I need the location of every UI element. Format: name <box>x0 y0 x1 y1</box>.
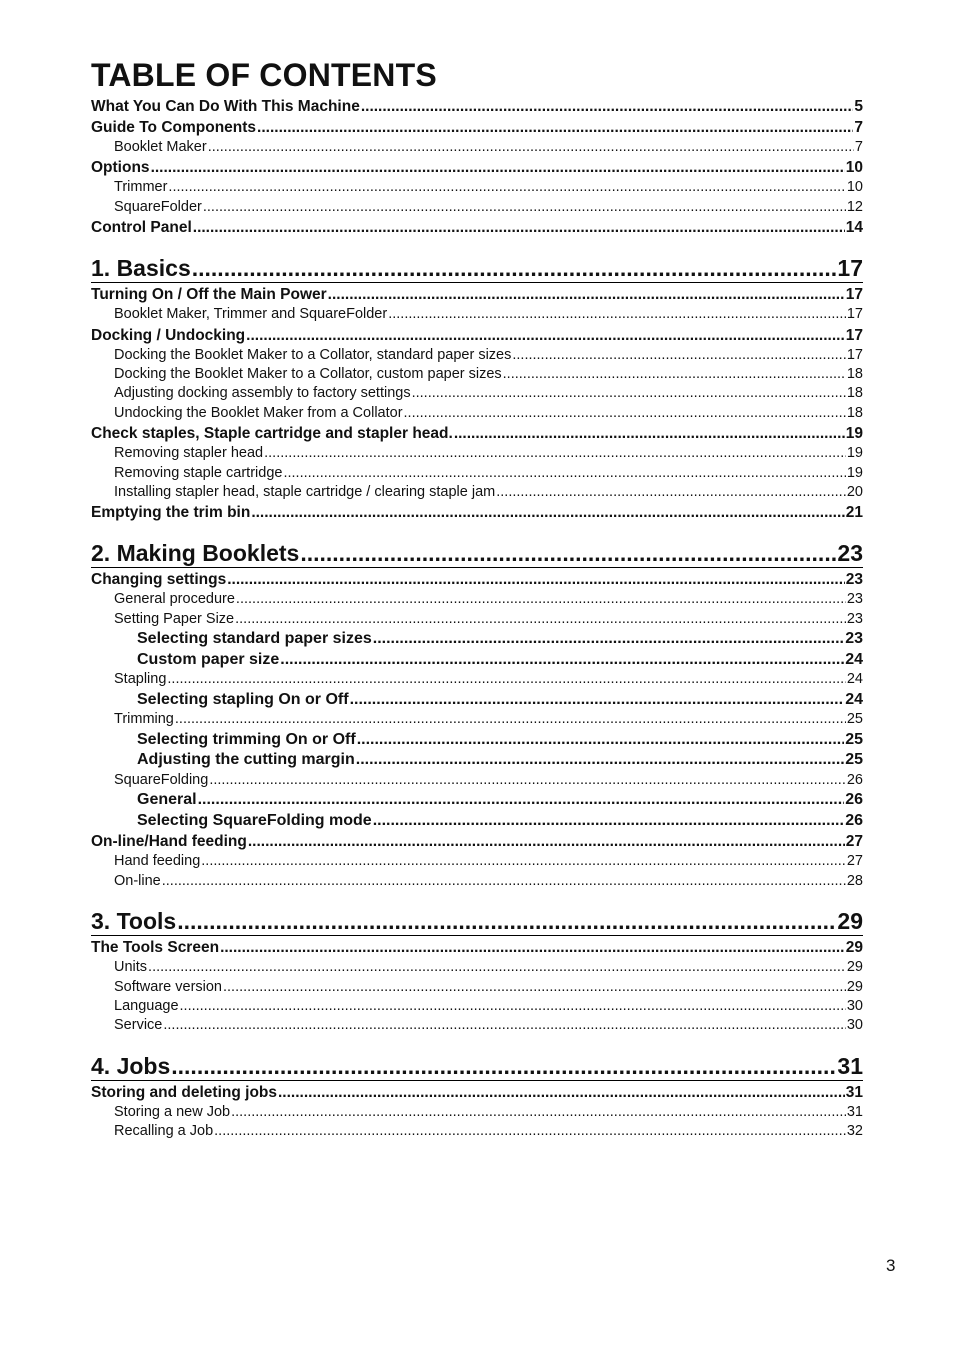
toc-entry[interactable] <box>91 650 863 671</box>
toc-entry-page: 23 <box>846 610 863 627</box>
toc-entry-label: What You Can Do With This Machine <box>91 98 360 115</box>
dot-leader <box>201 852 846 871</box>
toc-entry-page: 23 <box>845 630 863 648</box>
toc-entry-label: Trimming <box>114 711 174 728</box>
toc-entry-page: 25 <box>845 751 863 769</box>
dot-leader <box>373 811 845 832</box>
dot-leader <box>231 1103 846 1122</box>
dot-leader <box>356 750 844 771</box>
dot-leader <box>283 464 845 483</box>
toc-entry[interactable] <box>91 424 863 444</box>
toc-entry-page: 10 <box>845 159 863 177</box>
toc-entry-label: Installing stapler head, staple cartridge / clearing staple jam <box>114 483 496 500</box>
toc-entry[interactable] <box>91 710 863 729</box>
toc-entry[interactable] <box>91 938 863 958</box>
toc-entry-label: Hand feeding <box>114 853 201 870</box>
toc-entry-page: 29 <box>846 959 863 976</box>
toc-entry-page: 14 <box>845 219 863 237</box>
toc-entry-label: Units <box>114 959 148 976</box>
toc-entry-page: 18 <box>846 365 863 382</box>
toc-entry-page: 26 <box>846 771 863 788</box>
toc-entry-page: 29 <box>837 908 863 935</box>
toc-entry[interactable] <box>91 811 863 832</box>
toc-chapter-entry[interactable] <box>91 539 863 568</box>
toc-entry-label: The Tools Screen <box>91 939 220 957</box>
toc-entry-page: 7 <box>854 119 863 136</box>
toc-entry-label: Selecting SquareFolding mode <box>137 811 372 829</box>
dot-leader <box>209 771 846 790</box>
toc-entry-page: 21 <box>845 504 863 522</box>
toc-entry-page: 27 <box>845 833 863 851</box>
toc-entry-label: Storing and deleting jobs <box>91 1083 277 1101</box>
toc-entry[interactable] <box>91 444 863 463</box>
toc-entry[interactable] <box>91 178 863 197</box>
dot-leader <box>357 730 845 751</box>
toc-chapter-entry[interactable] <box>91 1052 863 1081</box>
toc-entry-label: Docking the Booklet Maker to a Collator, standard paper sizes <box>114 346 512 363</box>
toc-entry-label: General <box>137 791 197 809</box>
dot-leader <box>220 938 845 958</box>
toc-entry-label: Docking / Undocking <box>91 326 246 344</box>
toc-entry-page: 18 <box>846 385 863 402</box>
toc-entry-page: 30 <box>846 997 863 1014</box>
toc-entry[interactable] <box>91 326 863 346</box>
toc-entry-page: 31 <box>846 1103 863 1120</box>
dot-leader <box>246 326 845 346</box>
toc-entry[interactable] <box>91 852 863 871</box>
toc-entry[interactable] <box>91 218 863 238</box>
toc-entry-page: 31 <box>845 1083 863 1101</box>
toc-entry[interactable] <box>91 1083 863 1103</box>
toc-entry[interactable] <box>91 1122 863 1141</box>
dot-leader <box>167 670 845 689</box>
toc-entry-label: Control Panel <box>91 219 192 237</box>
toc-chapter-entry[interactable] <box>91 254 863 283</box>
toc-entry-page: 25 <box>845 730 863 748</box>
toc-entry-label: 3. Tools <box>91 908 177 935</box>
toc-entry-label: Custom paper size <box>137 650 280 668</box>
toc-entry[interactable] <box>91 958 863 977</box>
toc-entry[interactable] <box>91 872 863 891</box>
dot-leader <box>193 218 845 238</box>
dot-leader <box>278 1083 845 1103</box>
toc-entry-label: Check staples, Staple cartridge and stapler head. <box>91 425 453 443</box>
dot-leader <box>235 610 846 629</box>
dot-leader <box>503 365 846 384</box>
toc-entry-label: On-line <box>114 872 161 889</box>
toc-entry-page: 17 <box>846 306 863 323</box>
dot-leader <box>227 570 845 590</box>
toc-entry-label: Removing staple cartridge <box>114 464 283 481</box>
toc-entry[interactable] <box>91 365 863 384</box>
toc-entry-label: Adjusting the cutting margin <box>137 751 355 769</box>
toc-entry-page: 19 <box>846 445 863 462</box>
toc-entry-page: 29 <box>846 978 863 995</box>
toc-entry-page: 23 <box>846 591 863 608</box>
toc-entry-page: 24 <box>846 671 863 688</box>
dot-leader <box>180 997 846 1016</box>
dot-leader <box>162 872 846 891</box>
dot-leader <box>264 444 846 463</box>
dot-leader <box>236 590 846 609</box>
toc-entry-page: 28 <box>846 872 863 889</box>
toc-entry-page: 17 <box>845 286 863 304</box>
toc-entry-page: 10 <box>846 179 863 196</box>
toc-entry-label: Changing settings <box>91 571 227 589</box>
dot-leader <box>361 97 854 117</box>
toc-entry[interactable] <box>91 670 863 689</box>
dot-leader <box>257 118 853 138</box>
toc-entry[interactable] <box>91 690 863 711</box>
toc-entry[interactable] <box>91 97 863 117</box>
toc-entry[interactable] <box>91 118 863 138</box>
toc-entry-label: Turning On / Off the Main Power <box>91 286 327 304</box>
dot-leader <box>198 790 845 811</box>
toc-entry-page: 23 <box>845 571 863 589</box>
toc-entry-label: Software version <box>114 978 222 995</box>
toc-entry-page: 17 <box>837 255 863 282</box>
toc-entry-label: SquareFolder <box>114 198 202 215</box>
toc-entry-page: 17 <box>845 326 863 344</box>
toc-entry-page: 32 <box>846 1123 863 1140</box>
dot-leader <box>512 346 846 365</box>
toc-entry-label: 2. Making Booklets <box>91 540 300 567</box>
toc-entry-page: 25 <box>846 711 863 728</box>
toc-entry-label: Service <box>114 1017 163 1034</box>
toc-entry[interactable] <box>91 629 863 650</box>
toc-entry[interactable] <box>91 1103 863 1122</box>
toc-entry[interactable] <box>91 464 863 483</box>
toc-entry[interactable] <box>91 384 863 403</box>
toc-entry-label: Booklet Maker <box>114 139 207 155</box>
page-number: 3 <box>886 1256 896 1275</box>
dot-leader <box>192 254 837 282</box>
toc-entry-label: On-line/Hand feeding <box>91 833 247 851</box>
toc-entry-label: Docking the Booklet Maker to a Collator, custom paper sizes <box>114 365 502 382</box>
dot-leader <box>300 539 836 567</box>
toc-entry-label: SquareFolding <box>114 771 209 788</box>
dot-leader <box>203 198 846 217</box>
page-title: TABLE OF CONTENTS <box>91 57 437 93</box>
toc-entry-label: Emptying the trim bin <box>91 504 251 522</box>
dot-leader <box>388 305 846 324</box>
toc-entry[interactable] <box>91 750 863 771</box>
toc-entry-page: 26 <box>845 811 863 829</box>
toc-entry-label: Selecting stapling On or Off <box>137 690 349 708</box>
toc-entry-page: 12 <box>846 198 863 215</box>
toc-entry-page: 17 <box>846 346 863 363</box>
toc-entry-label: Selecting standard paper sizes <box>137 630 372 648</box>
toc-entry-page: 5 <box>854 98 863 115</box>
dot-leader <box>412 384 846 403</box>
toc-entry[interactable] <box>91 503 863 523</box>
toc-entry-label: Options <box>91 159 150 177</box>
toc-entry-label: Booklet Maker, Trimmer and SquareFolder <box>114 306 388 323</box>
dot-leader <box>454 424 845 444</box>
toc-entry-label: 4. Jobs <box>91 1052 171 1079</box>
toc-entry[interactable] <box>91 158 863 178</box>
dot-leader <box>163 1016 846 1035</box>
toc-entry-label: Selecting trimming On or Off <box>137 730 356 748</box>
dot-leader <box>373 629 844 650</box>
dot-leader <box>214 1122 846 1141</box>
toc-entry[interactable] <box>91 730 863 751</box>
toc-entry-label: Removing stapler head <box>114 445 264 462</box>
toc-entry[interactable] <box>91 771 863 790</box>
dot-leader <box>280 650 844 671</box>
toc-entry-label: General procedure <box>114 591 235 608</box>
toc-entry[interactable] <box>91 285 863 305</box>
toc-entry-page: 18 <box>846 404 863 421</box>
dot-leader <box>168 178 845 197</box>
toc-entry-label: 1. Basics <box>91 255 191 282</box>
toc-entry[interactable] <box>91 832 863 852</box>
toc-entry-page: 20 <box>846 483 863 500</box>
toc-entry[interactable] <box>91 346 863 365</box>
dot-leader <box>350 690 845 711</box>
toc-entry-page: 31 <box>837 1052 863 1079</box>
dot-leader <box>151 158 845 178</box>
toc-entry[interactable] <box>91 978 863 997</box>
toc-entry-page: 29 <box>845 939 863 957</box>
toc-entry-label: Storing a new Job <box>114 1103 231 1120</box>
dot-leader <box>248 832 845 852</box>
dot-leader <box>251 503 844 523</box>
toc-entry[interactable] <box>91 570 863 590</box>
toc-entry-page: 27 <box>846 853 863 870</box>
dot-leader <box>208 138 854 157</box>
toc-entry-page: 7 <box>854 139 863 155</box>
toc-entry-label: Guide To Components <box>91 119 257 136</box>
toc-entry[interactable] <box>91 590 863 609</box>
toc-entry-page: 26 <box>845 791 863 809</box>
dot-leader <box>171 1052 836 1080</box>
toc-entry[interactable] <box>91 138 863 157</box>
table-of-contents <box>91 96 863 1142</box>
dot-leader <box>175 710 846 729</box>
toc-entry-page: 24 <box>845 650 863 668</box>
toc-entry-label: Setting Paper Size <box>114 610 235 627</box>
toc-entry[interactable] <box>91 1016 863 1035</box>
toc-entry-label: Trimmer <box>114 179 168 196</box>
toc-entry[interactable] <box>91 305 863 324</box>
toc-entry-page: 23 <box>837 540 863 567</box>
toc-entry-label: Recalling a Job <box>114 1123 214 1140</box>
toc-entry[interactable] <box>91 610 863 629</box>
dot-leader <box>177 907 836 935</box>
toc-entry-page: 19 <box>845 425 863 443</box>
toc-entry-label: Undocking the Booklet Maker from a Collator <box>114 404 403 421</box>
toc-entry[interactable] <box>91 483 863 502</box>
toc-entry-label: Stapling <box>114 671 167 688</box>
toc-entry-label: Language <box>114 997 179 1014</box>
toc-entry[interactable] <box>91 404 863 423</box>
dot-leader <box>496 483 846 502</box>
toc-entry-page: 30 <box>846 1017 863 1034</box>
dot-leader <box>328 285 845 305</box>
toc-entry-page: 19 <box>846 464 863 481</box>
toc-entry[interactable] <box>91 790 863 811</box>
toc-entry-label: Adjusting docking assembly to factory settings <box>114 385 411 402</box>
dot-leader <box>404 404 846 423</box>
toc-entry[interactable] <box>91 198 863 217</box>
dot-leader <box>223 978 846 997</box>
dot-leader <box>148 958 846 977</box>
toc-entry[interactable] <box>91 997 863 1016</box>
toc-chapter-entry[interactable] <box>91 907 863 936</box>
toc-entry-page: 24 <box>845 690 863 708</box>
